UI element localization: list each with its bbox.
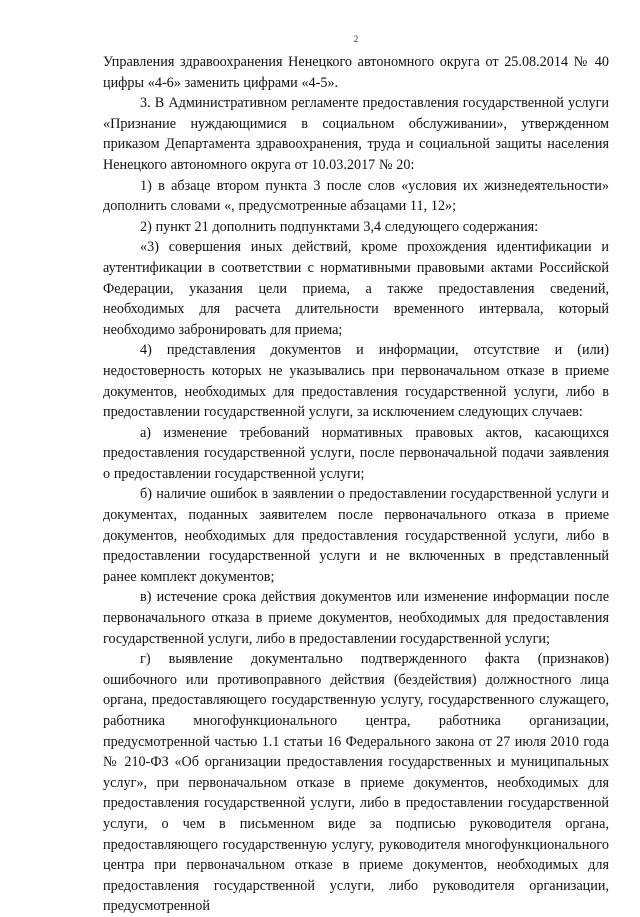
page-number: 2 [353,34,359,44]
paragraph-3: 1) в абзаце втором пункта 3 после слов «условия их жизнедеятельности» дополнить словами «, предусмотренные абзацами 11, 12»; [103,177,609,215]
paragraph-10: г) выявление документально подтвержденного факта (признаков) ошибочного или противоправного действия (бездействия) должностного лица органа, предоставляющего государственную услугу, государственного служащего, работника многофункционального центра, работника организации, предусмотренной частью 1.1 статьи 16 Федерального закона от 27 июля 2010 года № 210-ФЗ «Об организации предоставления государственных и муниципальных услуг», при первоначальном отказе в приеме документов, необходимых для предоставления государственной услуги, либо в предоставлении государственной услуги, о чем в письменном виде за подписью руководителя органа, предоставляющего государственную услугу, руководителя многофункционального центра при первоначальном отказе в приеме документов, необходимых для предоставления государственной услуги, либо руководителя организации, предусмотренной [103,651,609,915]
paragraph-9: в) истечение срока действия документов или изменение информации после первоначального отказа в приеме документов, необходимых для предоставления государственной услуги, либо в предоставлении государственной услуги; [103,589,609,647]
paragraph-7: а) изменение требований нормативных правовых актов, касающихся предоставления государственной услуги, после первоначальной подачи заявления о предоставлении государственной услуги; [103,424,609,482]
paragraph-8: б) наличие ошибок в заявлении о предоставлении государственной услуги и документах, поданных заявителем после первоначального отказа в приеме документов, необходимых для предоставления государственной услуги, либо в предоставлении государственной услуги и не включенных в представленный ранее комплект документов; [103,486,609,585]
paragraph-2: 3. В Административном регламенте предоставления государственной услуги «Признание нуждающимися в социальном обслуживании», утвержденном приказом Департамента здравоохранения, труда и социальной защиты населения Ненецкого автономного округа от 10.03.2017 № 20: [103,95,609,173]
paragraph-5: «3) совершения иных действий, кроме прохождения идентификации и аутентификации в соответствии с нормативными правовыми актами Российской Федерации, указания цели приема, а также предоставления сведений, необходимых для расчета длительности временного интервала, который необходимо забронировать для приема; [103,239,609,338]
paragraph-4: 2) пункт 21 дополнить подпунктами 3,4 следующего содержания: [140,218,539,235]
paragraph-1: Управления здравоохранения Ненецкого автономного округа от 25.08.2014 № 40 цифры «4-6» заменить цифрами «4-5». [103,54,609,91]
document-body [103,52,609,917]
paragraph-6: 4) представления документов и информации, отсутствие и (или) недостоверность которых не указывались при первоначальном отказе в приеме документов, необходимых для предоставления государственной услуги, либо в предоставлении государственной услуги, за исключением следующих случаев: [103,342,609,421]
